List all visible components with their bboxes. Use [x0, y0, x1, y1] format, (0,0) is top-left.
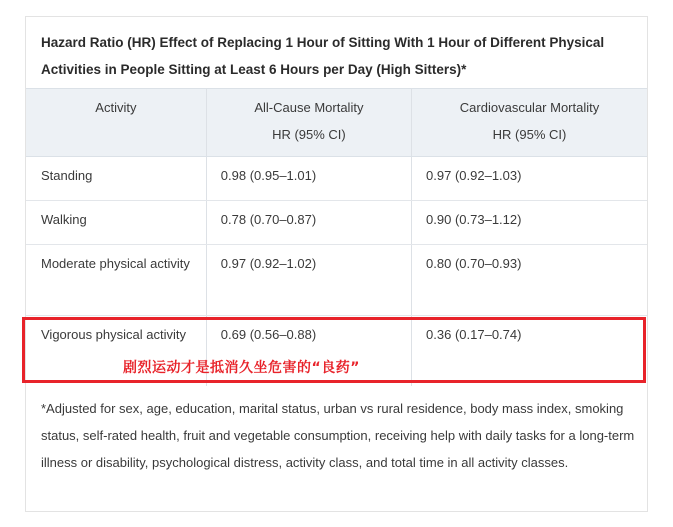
row-activity: Standing: [26, 157, 206, 201]
header-cardio-hr: HR (95% CI): [492, 127, 567, 142]
table-row: [26, 201, 647, 245]
table-title: Hazard Ratio (HR) Effect of Replacing 1 Hour of Sitting With 1 Hour of Different Physical Activities in People Sitting at Least 6 Hours per Day (High Sitters)*: [41, 35, 605, 77]
table-row: [26, 157, 647, 201]
row-activity: Vigorous physical activity: [26, 316, 206, 387]
table-row: [26, 245, 647, 316]
row-all-cause-hr: 0.97 (0.92–1.02): [206, 245, 411, 316]
row-all-cause-hr: 0.98 (0.95–1.01): [206, 157, 411, 201]
table-footnote: *Adjusted for sex, age, education, marital status, urban vs rural residence, body mass index, smoking status, self-rated health, fruit and vegetable consumption, receiving help with daily tasks for a long-term illness or disability, psychological distress, activity class, and total time in all activity classes.: [41, 401, 635, 470]
header-cardio-label: Cardiovascular Mortality: [459, 100, 600, 115]
row-activity: Walking: [26, 201, 206, 245]
row-activity: Moderate physical activity: [26, 245, 206, 316]
header-cardiovascular-mortality: [412, 89, 647, 157]
table-header-row: [26, 89, 647, 157]
row-all-cause-hr: 0.69 (0.56–0.88): [206, 316, 411, 387]
hazard-ratio-table-card: [25, 16, 648, 512]
header-all-cause-hr: HR (95% CI): [272, 127, 346, 142]
row-cardio-hr: 0.97 (0.92–1.03): [412, 157, 647, 201]
header-all-cause-label: All-Cause Mortality: [254, 100, 364, 115]
row-cardio-hr: 0.90 (0.73–1.12): [412, 201, 647, 245]
annotation-label: 剧烈运动才是抵消久坐危害的“良药”: [123, 360, 360, 376]
header-activity: Activity: [26, 89, 206, 157]
row-cardio-hr: 0.36 (0.17–0.74): [426, 327, 522, 342]
row-cardio-hr: 0.80 (0.70–0.93): [412, 245, 647, 316]
row-all-cause-hr: 0.78 (0.70–0.87): [206, 201, 411, 245]
header-all-cause-mortality: [206, 89, 411, 157]
